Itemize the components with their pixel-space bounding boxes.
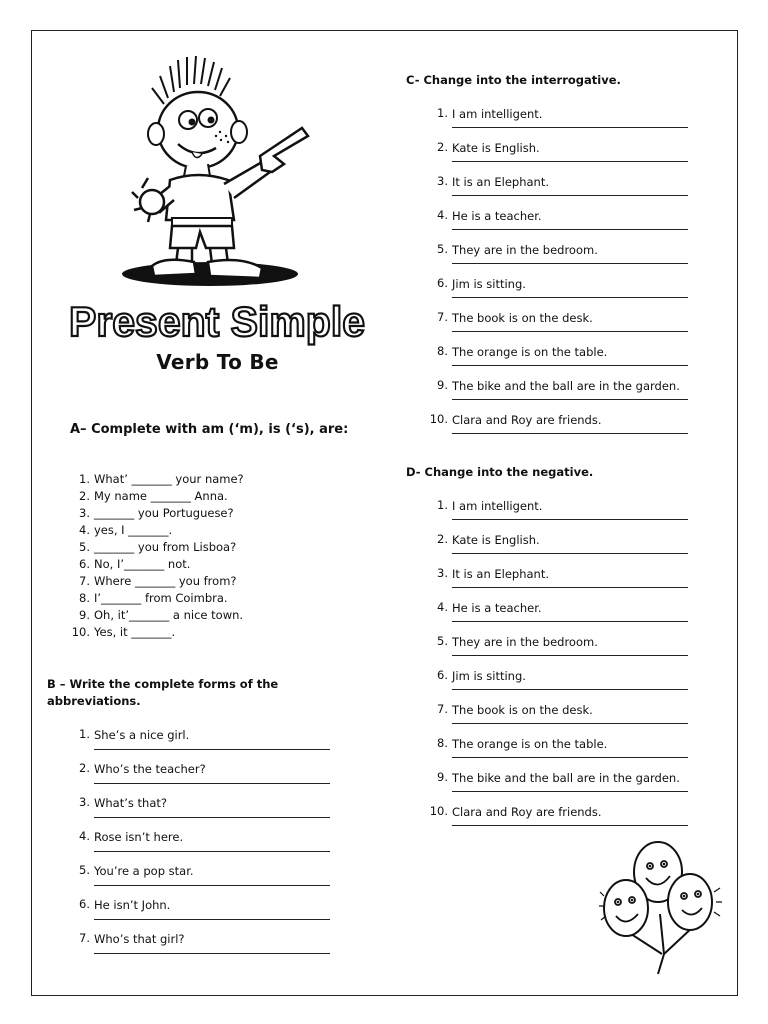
list-item: 6. He isn’t John. — [70, 897, 330, 931]
list-item: 9. The bike and the ball are in the garden. — [428, 770, 688, 804]
answer-line[interactable] — [94, 885, 330, 886]
list-item: 7. Where _______ you from? — [79, 574, 237, 588]
list-item: 4. He is a teacher. — [428, 600, 688, 634]
section-b-list — [70, 727, 330, 965]
section-b-heading: B – Write the complete forms of the abbreviations. — [47, 677, 279, 708]
list-item: 7. The book is on the desk. — [428, 702, 688, 736]
list-item: 10. Clara and Roy are friends. — [428, 804, 688, 838]
smiling-balloons-icon — [598, 836, 726, 976]
answer-line[interactable] — [452, 519, 688, 520]
list-item: 10. Clara and Roy are friends. — [428, 412, 688, 446]
list-item: 5. _______ you from Lisboa? — [79, 540, 237, 554]
answer-line[interactable] — [94, 817, 330, 818]
section-a-list — [70, 471, 370, 641]
list-item: 7. The book is on the desk. — [428, 310, 688, 344]
answer-line[interactable] — [452, 195, 688, 196]
answer-line[interactable] — [94, 749, 330, 750]
pointing-boy-cartoon-icon — [112, 52, 322, 292]
answer-line[interactable] — [94, 783, 330, 784]
list-item: 2. Who’s the teacher? — [70, 761, 330, 795]
answer-line[interactable] — [452, 655, 688, 656]
list-item: 8. The orange is on the table. — [428, 344, 688, 378]
list-item: 6. Jim is sitting. — [428, 668, 688, 702]
list-item: 4. yes, I _______. — [79, 523, 173, 537]
list-item: 6. Jim is sitting. — [428, 276, 688, 310]
answer-line[interactable] — [452, 365, 688, 366]
answer-line[interactable] — [452, 263, 688, 264]
list-item: 9. Oh, it’_______ a nice town. — [79, 608, 244, 622]
list-item: 5. They are in the bedroom. — [428, 242, 688, 276]
list-item: 10. Yes, it _______. — [71, 625, 176, 639]
answer-line[interactable] — [452, 297, 688, 298]
list-item: 8. I’_______ from Coimbra. — [79, 591, 228, 605]
answer-line[interactable] — [452, 331, 688, 332]
answer-line[interactable] — [94, 851, 330, 852]
page-title — [62, 294, 372, 346]
section-d-list — [428, 498, 688, 838]
answer-line[interactable] — [94, 919, 330, 920]
list-item: 2. Kate is English. — [428, 140, 688, 174]
svg-text:Present Simple: Present Simple — [69, 298, 365, 345]
answer-line[interactable] — [452, 757, 688, 758]
answer-line[interactable] — [452, 127, 688, 128]
answer-line[interactable] — [452, 399, 688, 400]
list-item: 1. She’s a nice girl. — [70, 727, 330, 761]
list-item: 3. _______ you Portuguese? — [79, 506, 234, 520]
list-item: 1. What’ _______ your name? — [79, 472, 244, 486]
section-c-heading: C- Change into the interrogative. — [406, 73, 621, 87]
list-item: 5. They are in the bedroom. — [428, 634, 688, 668]
answer-line[interactable] — [452, 229, 688, 230]
list-item: 9. The bike and the ball are in the garden. — [428, 378, 688, 412]
list-item: 8. The orange is on the table. — [428, 736, 688, 770]
answer-line[interactable] — [94, 953, 330, 954]
answer-line[interactable] — [452, 825, 688, 826]
list-item: 5. You’re a pop star. — [70, 863, 330, 897]
list-item: 3. What’s that? — [70, 795, 330, 829]
list-item: 4. He is a teacher. — [428, 208, 688, 242]
answer-line[interactable] — [452, 723, 688, 724]
answer-line[interactable] — [452, 621, 688, 622]
list-item: 6. No, I’_______ not. — [79, 557, 191, 571]
list-item: 3. It is an Elephant. — [428, 174, 688, 208]
section-c-list — [428, 106, 688, 446]
list-item: 7. Who’s that girl? — [70, 931, 330, 965]
section-d-heading: D- Change into the negative. — [406, 465, 594, 479]
section-a-heading: A– Complete with am (‘m), is (‘s), are: — [70, 422, 349, 437]
answer-line[interactable] — [452, 587, 688, 588]
answer-line[interactable] — [452, 161, 688, 162]
answer-line[interactable] — [452, 553, 688, 554]
answer-line[interactable] — [452, 791, 688, 792]
list-item: 2. Kate is English. — [428, 532, 688, 566]
list-item: 3. It is an Elephant. — [428, 566, 688, 600]
list-item: 2. My name _______ Anna. — [79, 489, 228, 503]
list-item: 1. I am intelligent. — [428, 106, 688, 140]
list-item: 4. Rose isn’t here. — [70, 829, 330, 863]
list-item: 1. I am intelligent. — [428, 498, 688, 532]
page-subtitle: Verb To Be — [156, 350, 279, 374]
answer-line[interactable] — [452, 433, 688, 434]
answer-line[interactable] — [452, 689, 688, 690]
